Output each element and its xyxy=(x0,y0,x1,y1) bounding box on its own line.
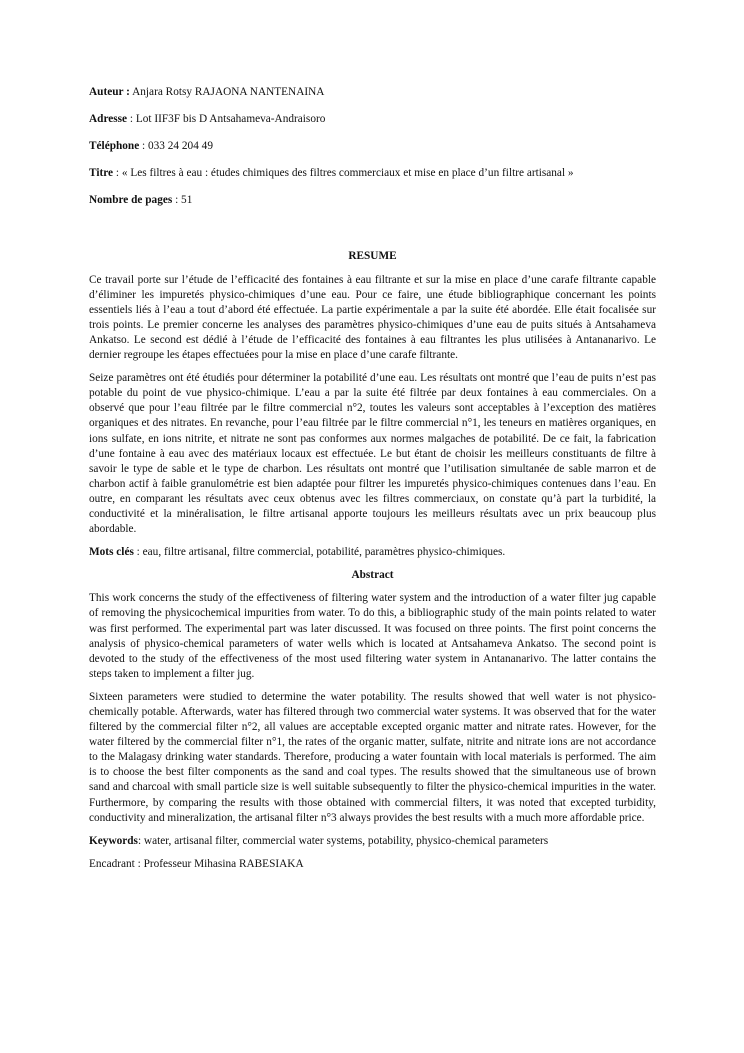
document-page xyxy=(89,85,656,880)
address-value: : Lot IIF3F bis D Antsahameva-Andraisoro xyxy=(127,113,326,126)
resume-keywords-value: : eau, filtre artisanal, filtre commercial, potabilité, paramètres physico-chimiques. xyxy=(133,546,506,559)
pages-value: : 51 xyxy=(172,194,193,207)
resume-paragraph-2: Seize paramètres ont été étudiés pour déterminer la potabilité d’une eau. Les résultats ont montré que l’eau de puits n’est pas potable du point de vue physico-chimique. L’eau a par la suite été filtrée par deux fontaines à eau commerciales. On a observé que pour l’eau filtrée par le filtre commercial n°2, toutes les valeurs sont acceptables à l’exception des matières organiques et des nitrates. En revanche, pour l’eau filtrée par le filtre commercial n°1, les teneurs en matières organiques, en ions sulfate, en ions nitrite, et nitrate ne sont pas conformes aux normes malgaches de potabilité. De ce fait, la fabrication d’une fontaine à eau avec des matériaux locaux est effectuée. Le but étant de choisir les meilleurs constituants de filtre à savoir le type de sable et le type de charbon. Les résultats ont montré que l’utilisation simultanée de sable marron et de charbon actif à faible granulométrie est bien adaptée pour filtrer les impuretés physico-chimiques contenues dans l’eau. En outre, en comparant les résultats avec ceux obtenus avec les filtres commerciaux, on constate qu’à part la turbidité, la conductivité et la minéralisation, le filtre artisanal apporte toujours les meilleurs résultats avec un prix beaucoup plus abordable. xyxy=(89,372,656,536)
resume-keywords-label: Mots clés xyxy=(89,546,134,559)
title-line xyxy=(89,166,656,181)
abstract-keywords-value: : water, artisanal filter, commercial water systems, potability, physico-chemical parameters xyxy=(137,834,549,847)
address-label: Adresse xyxy=(89,113,128,126)
abstract-keywords-label: Keywords xyxy=(89,834,138,847)
abstract-heading: Abstract xyxy=(351,569,394,582)
resume-keywords xyxy=(89,545,656,560)
pages-label: Nombre de pages xyxy=(89,194,173,207)
resume-paragraph-1: Ce travail porte sur l’étude de l’efficacité des fontaines à eau filtrante et sur la mise en place d’une carafe filtrante capable d’éliminer les impuretés physico-chimiques d’une eau. Pour ce faire, une étude bibliographique concernant les points essentiels liés à l’eau a tout d’abord été effectuée. La partie expérimentale a par la suite été abordée. Elle était focalisée sur trois points. Le premier concerne les analyses des paramètres physico-chimiques d’une eau de puits situés à Antsahameva Ankatso. Le second est dédié à l’étude de l’efficacité des fontaines à eau filtrantes les plus utilisées à Antananarivo. Le dernier regroupe les étapes effectuées pour la mise en place d’une carafe filtrante. xyxy=(89,273,656,362)
phone-label: Téléphone xyxy=(89,140,140,153)
supervisor-line: Encadrant : Professeur Mihasina RABESIAKA xyxy=(89,857,304,870)
address-line xyxy=(89,112,656,127)
author-label: Auteur : xyxy=(89,86,130,98)
resume-heading: RESUME xyxy=(348,250,397,263)
phone-line xyxy=(89,139,656,154)
phone-value: : 033 24 204 49 xyxy=(139,140,213,153)
pages-line xyxy=(89,193,656,208)
author-value: Anjara Rotsy RAJAONA NANTENAINA xyxy=(129,86,325,98)
abstract-keywords xyxy=(89,834,656,849)
title-value: : « Les filtres à eau : études chimiques des filtres commerciaux et mise en place d’un filtre artisanal » xyxy=(113,167,574,180)
abstract-paragraph-2: Sixteen parameters were studied to determine the water potability. The results showed that well water is not physico-chemically potable. Afterwards, water has filtered through two commercial water systems. It was observed that for the water filtered by the commercial filter n°2, all values are acceptable excepted organic matter and nitrate rates. However, for the water filtered by the commercial filter n°1, the rates of the organic matter, sulfate, nitrite and nitrate ions are not accordance to the Malagasy drinking water standards. Therefore, producing a water fountain with local materials is performed. The aim is to choose the best filter components as the sand and coal types. The results showed that the simultaneous use of brown sand and charcoal with small particle size is well suitable subsequently to filter the physico-chemical impurities in the water. Furthermore, by comparing the results with those obtained with commercial filters, it was noted that excepted turbidity, conductivity and mineralization, the artisanal filter n°3 always provides the best results with a much more affordable price. xyxy=(89,690,656,824)
title-label: Titre xyxy=(89,167,114,180)
author-line xyxy=(89,85,656,100)
abstract-paragraph-1: This work concerns the study of the effectiveness of filtering water system and the introduction of a water filter jug capable of removing the physicochemical impurities from water. To do this, a bibliographic study of the main points related to water was first performed. The experimental part was later discussed. It was focused on three points. The first point concerns the analysis of physico-chemical parameters of water wells which is located at Antsahameva Ankatso. The second point is devoted to the study of the effectiveness of the most used filtering water system in Antananarivo. The latter contains the steps taken to implement a filter jug. xyxy=(89,592,656,680)
